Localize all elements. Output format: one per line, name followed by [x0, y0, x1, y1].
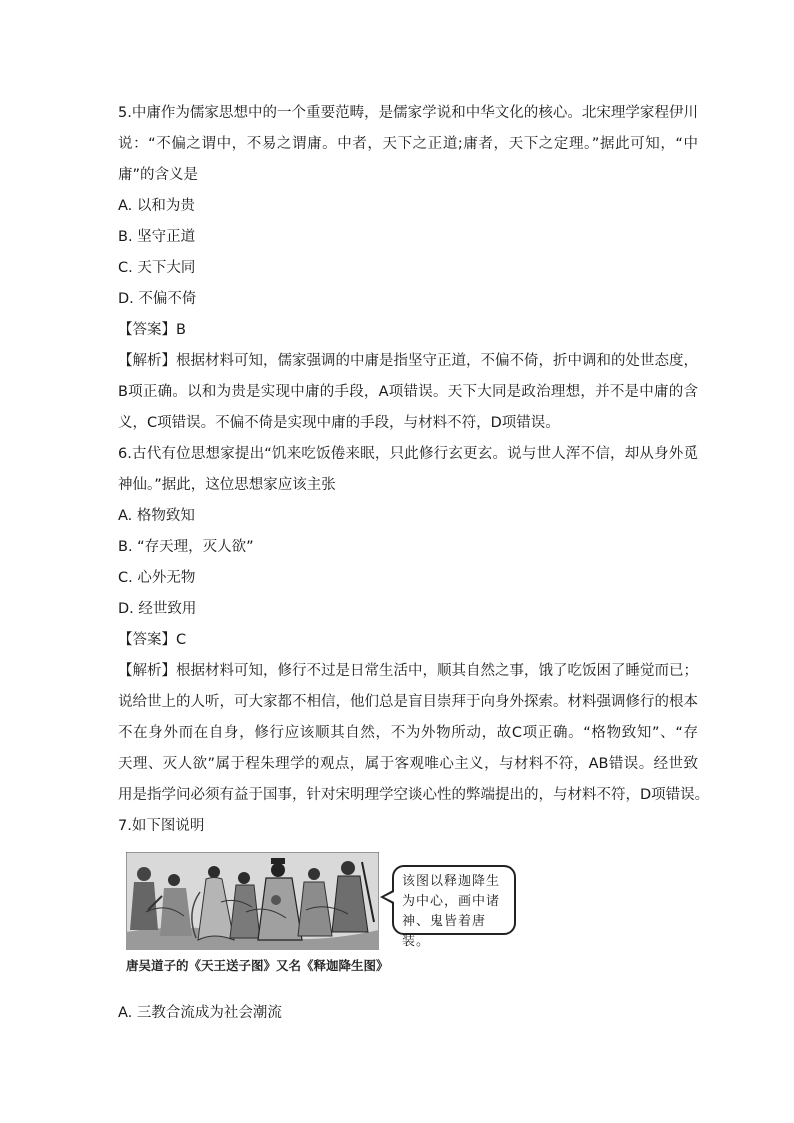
exam-page — [118, 98, 710, 1029]
question-7-figure — [118, 848, 698, 998]
question-5-option-b: B. 坚守正道 — [118, 229, 196, 245]
question-5-option-d: D. 不偏不倚 — [118, 291, 197, 307]
question-6-analysis-line: 天理、灭人欲”属于程朱理学的观点，属于客观唯心主义，与材料不符，AB错误。经世致 — [118, 756, 698, 772]
question-7-option-a: A. 三教合流成为社会潮流 — [118, 1005, 282, 1021]
question-5-option-c: C. 天下大同 — [118, 260, 196, 276]
question-5-analysis-line: 义，C项错误。不偏不倚是实现中庸的手段，与材料不符，D项错误。 — [118, 415, 560, 431]
question-6-answer: 【答案】C — [118, 632, 187, 648]
question-7 — [118, 811, 698, 1029]
question-5-stem-line: 说：“不偏之谓中，不易之谓庸。中者，天下之正道;庸者，天下之定理。”据此可知，“中 — [118, 136, 698, 152]
question-6-stem-line: 神仙。”据此，这位思想家应该主张 — [118, 477, 336, 493]
question-6-analysis-line: 【解析】根据材料可知，修行不过是日常生活中，顺其自然之事，饿了吃饭困了睡觉而已； — [118, 663, 698, 679]
question-5-analysis-line: B项正确。以和为贵是实现中庸的手段，A项错误。天下大同是政治理想，并不是中庸的含 — [118, 384, 698, 400]
question-6-option-c: C. 心外无物 — [118, 570, 196, 586]
question-5-analysis-line: 【解析】根据材料可知，儒家强调的中庸是指坚守正道，不偏不倚，折中调和的处世态度， — [118, 353, 698, 369]
question-5-answer: 【答案】B — [118, 322, 186, 338]
question-6 — [118, 439, 710, 811]
question-6-option-a: A. 格物致知 — [118, 508, 195, 524]
question-6-analysis-line: 说给世上的人听，可大家都不相信，他们总是盲目崇拜于向身外探索。材料强调修行的根本 — [118, 694, 698, 710]
question-5-stem-line: 庸”的含义是 — [118, 167, 199, 183]
question-6-analysis-line: 用是指学问必须有益于国事，针对宋明理学空谈心性的弊端提出的，与材料不符，D项错误。 — [118, 787, 710, 803]
question-5-stem-line: 5.中庸作为儒家思想中的一个重要范畴，是儒家学说和中华文化的核心。北宋理学家程伊川 — [118, 105, 698, 121]
question-5 — [118, 98, 698, 439]
speech-bubble: 该图以释迦降生为中心，画中诸神、鬼皆着唐装。 — [392, 865, 516, 935]
question-6-stem-line: 6.古代有位思想家提出“饥来吃饭倦来眠，只此修行玄更玄。说与世人浑不信，却从身外觅 — [118, 446, 698, 462]
question-6-analysis-line: 不在身外而在自身，修行应该顺其自然，不为外物所动，故C项正确。“格物致知”、“存 — [118, 725, 698, 741]
speech-bubble-tail-fill — [384, 892, 394, 902]
painting-illustration — [126, 852, 379, 950]
figure-caption: 唐吴道子的《天王送子图》又名《释迦降生图》 — [126, 958, 389, 973]
question-5-option-a: A. 以和为贵 — [118, 198, 195, 214]
question-6-option-d: D. 经世致用 — [118, 601, 197, 617]
question-7-stem: 7.如下图说明 — [118, 818, 205, 834]
question-6-option-b: B. “存天理，灭人欲” — [118, 539, 254, 555]
